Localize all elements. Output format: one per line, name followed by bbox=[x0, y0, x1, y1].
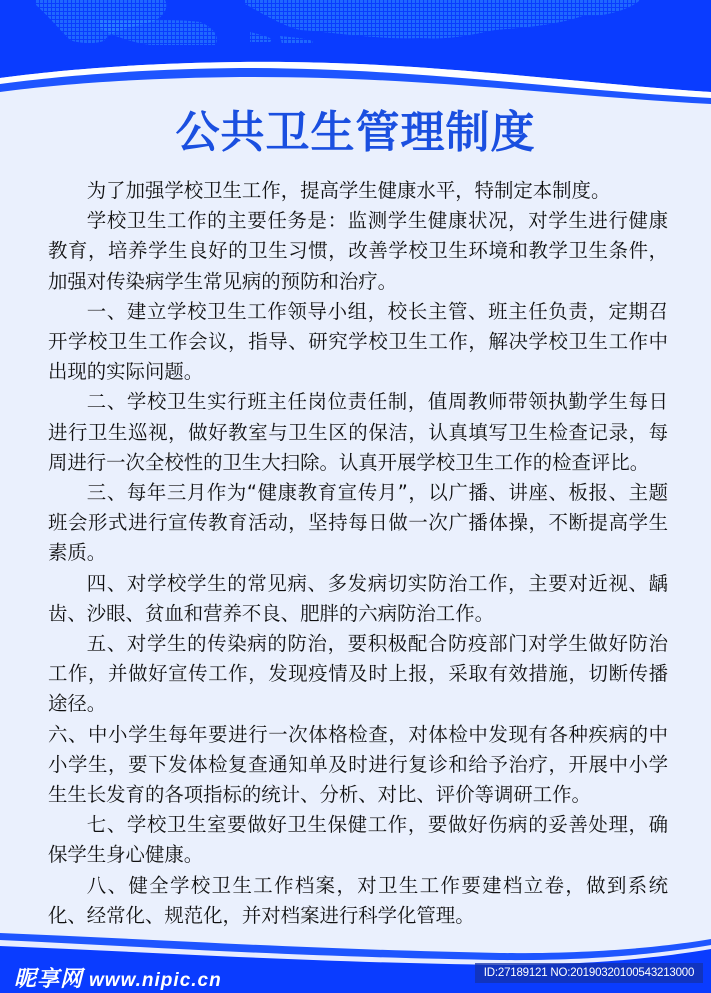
watermark-id: ID:27189121 NO:20190320100543213000 bbox=[475, 963, 703, 983]
paragraph-item-6: 六、中小学生每年要进行一次体格检查，对体检中发现有各种疾病的中小学生，要下发体检复查通知单及时进行复诊和给予治疗，开展中小学生生长发育的各项指标的统计、分析、对比、评价等调研工作。 bbox=[48, 722, 668, 807]
paragraph-item-1: 一、建立学校卫生工作领导小组，校长主管、班主任负责，定期召开学校卫生工作会议，指导、研究学校卫生工作，解决学校卫生工作中出现的实际问题。 bbox=[48, 299, 668, 384]
paragraph-item-8: 八、健全学校卫生工作档案，对卫生工作要建档立卷，做到系统化、经常化、规范化，并对档案进行科学化管理。 bbox=[48, 873, 668, 927]
paragraph-item-3: 三、每年三月作为“健康教育宣传月”，以广播、讲座、板报、主题班会形式进行宣传教育活动，坚持每日做一次广播体操，不断提高学生素质。 bbox=[48, 481, 668, 565]
paragraph-item-2: 二、学校卫生实行班主任岗位责任制，值周教师带领执勤学生每日进行卫生巡视，做好教室与卫生区的保洁，认真填写卫生检查记录，每周进行一次全校性的卫生大扫除。认真开展学校卫生工作的检查评比。 bbox=[48, 390, 668, 474]
paragraph-intro: 为了加强学校卫生工作，提高学生健康水平，特制定本制度。 bbox=[86, 179, 611, 202]
paragraph-item-5: 五、对学生的传染病的防治，要积极配合防疫部门对学生做好防治工作，并做好宣传工作，发现疫情及时上报，采取有效措施，切断传播途径。 bbox=[48, 632, 668, 716]
document-body bbox=[48, 176, 668, 931]
page-title: 公共卫生管理制度 bbox=[175, 107, 536, 158]
paragraph-item-7: 七、学校卫生室要做好卫生保健工作，要做好伤病的妥善处理，确保学生身心健康。 bbox=[48, 813, 668, 867]
paragraph-main-tasks: 学校卫生工作的主要任务是：监测学生健康状况，对学生进行健康教育，培养学生良好的卫生习惯，改善学校卫生环境和教学卫生条件，加强对传染病学生常见病的预防和治疗。 bbox=[48, 209, 668, 293]
watermark-logo-cn: 昵享网 bbox=[14, 966, 84, 991]
watermark-url: www.nipic.cn bbox=[89, 970, 222, 991]
watermark-logo bbox=[14, 962, 222, 993]
paragraph-item-4: 四、对学校学生的常见病、多发病切实防治工作，主要对近视、龋齿、沙眼、贫血和营养不良、肥胖的六病防治工作。 bbox=[48, 571, 668, 625]
